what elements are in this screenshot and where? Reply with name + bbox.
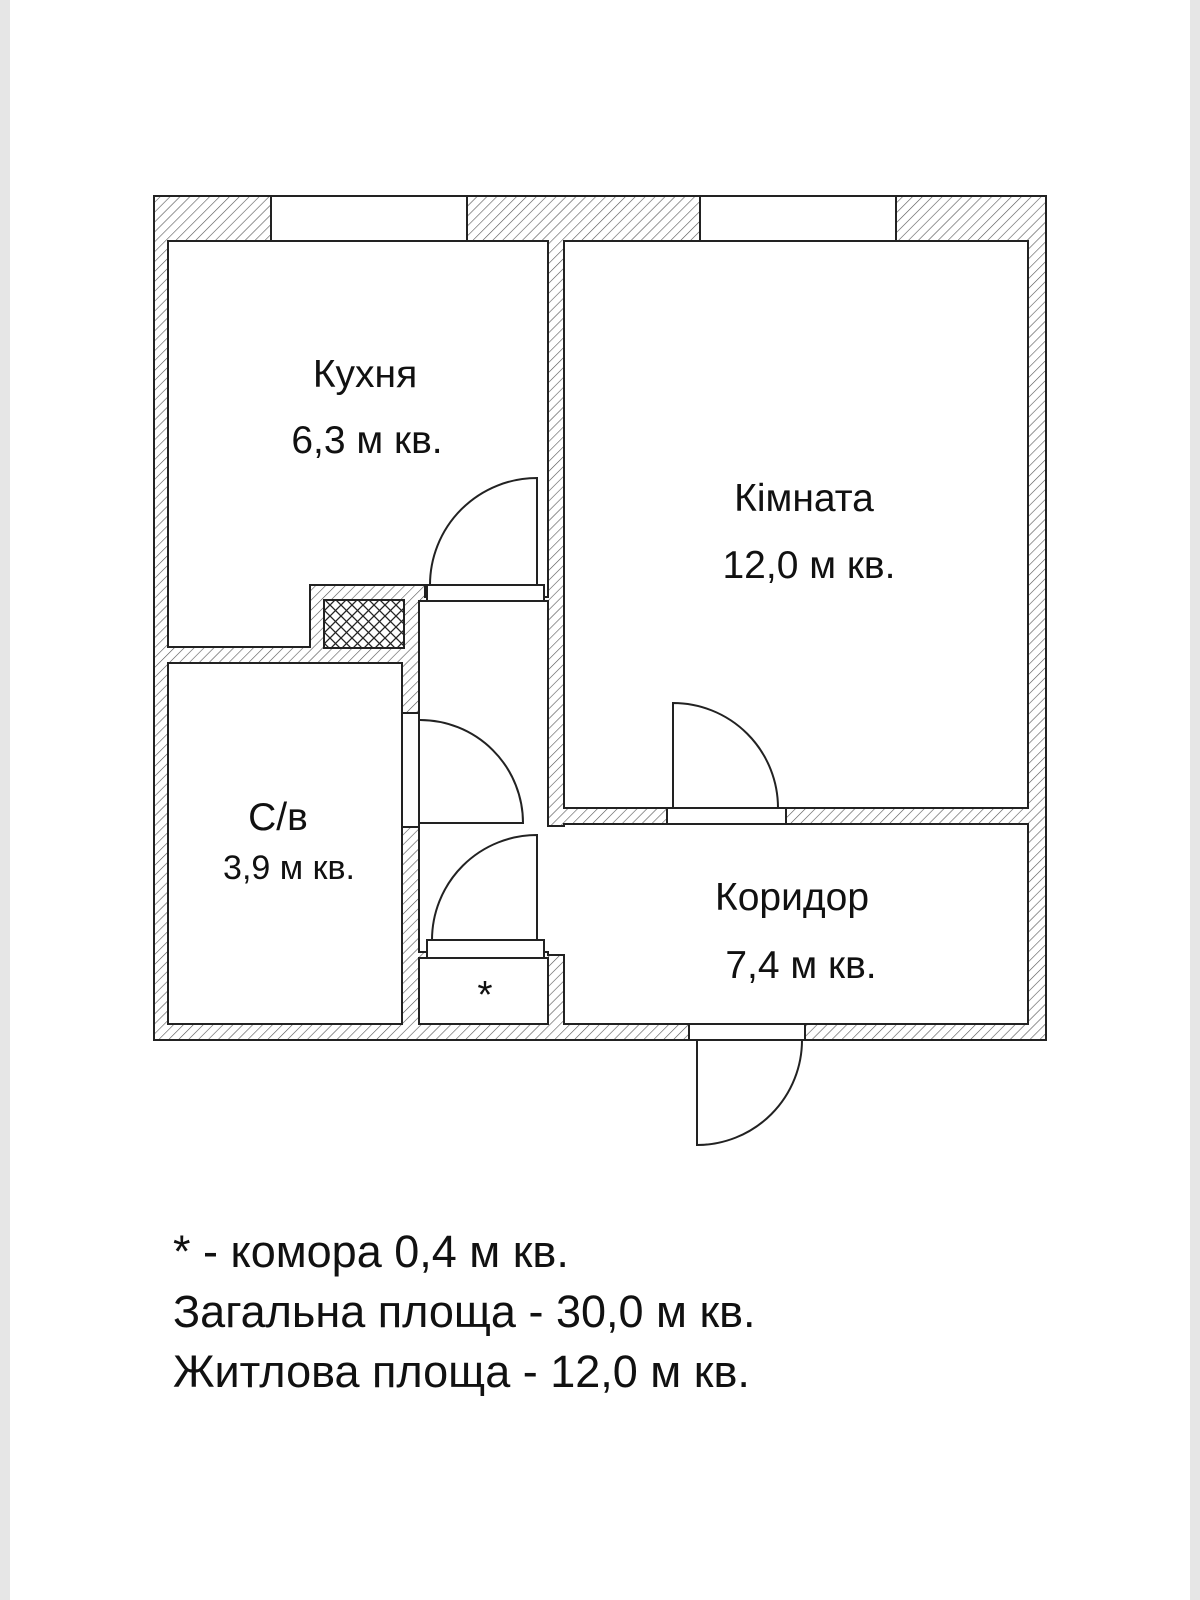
kitchen-area: 6,3 м кв. <box>291 419 443 462</box>
doorway-bathroom <box>402 713 419 827</box>
room-name: Кімната <box>734 477 874 520</box>
window-kitchen <box>271 196 467 241</box>
door-room <box>673 703 778 808</box>
note-storage: * - комора 0,4 м кв. <box>173 1226 569 1277</box>
walls <box>154 196 1046 1040</box>
doorway-room <box>667 808 786 824</box>
kitchen-name: Кухня <box>312 353 418 396</box>
window-room <box>700 196 896 241</box>
storage-mark: * <box>477 974 493 1017</box>
bathroom-area: 3,9 м кв. <box>223 849 355 887</box>
note-living-area: Житлова площа - 12,0 м кв. <box>173 1346 750 1397</box>
door-kitchen <box>430 478 537 585</box>
room-area: 12,0 м кв. <box>722 544 896 587</box>
door-bathroom <box>419 720 523 823</box>
ventilation-shaft <box>324 600 404 648</box>
doorway-storage <box>427 940 544 958</box>
door-storage <box>432 835 537 940</box>
doorway-kitchen <box>427 585 544 601</box>
corridor-name: Коридор <box>714 876 870 919</box>
legend-notes <box>173 1222 756 1402</box>
note-total-area: Загальна площа - 30,0 м кв. <box>173 1286 756 1337</box>
bathroom-name: С/в <box>248 796 308 839</box>
door-entrance <box>697 1040 802 1145</box>
doorway-entrance <box>689 1024 805 1040</box>
corridor-area: 7,4 м кв. <box>725 944 877 987</box>
